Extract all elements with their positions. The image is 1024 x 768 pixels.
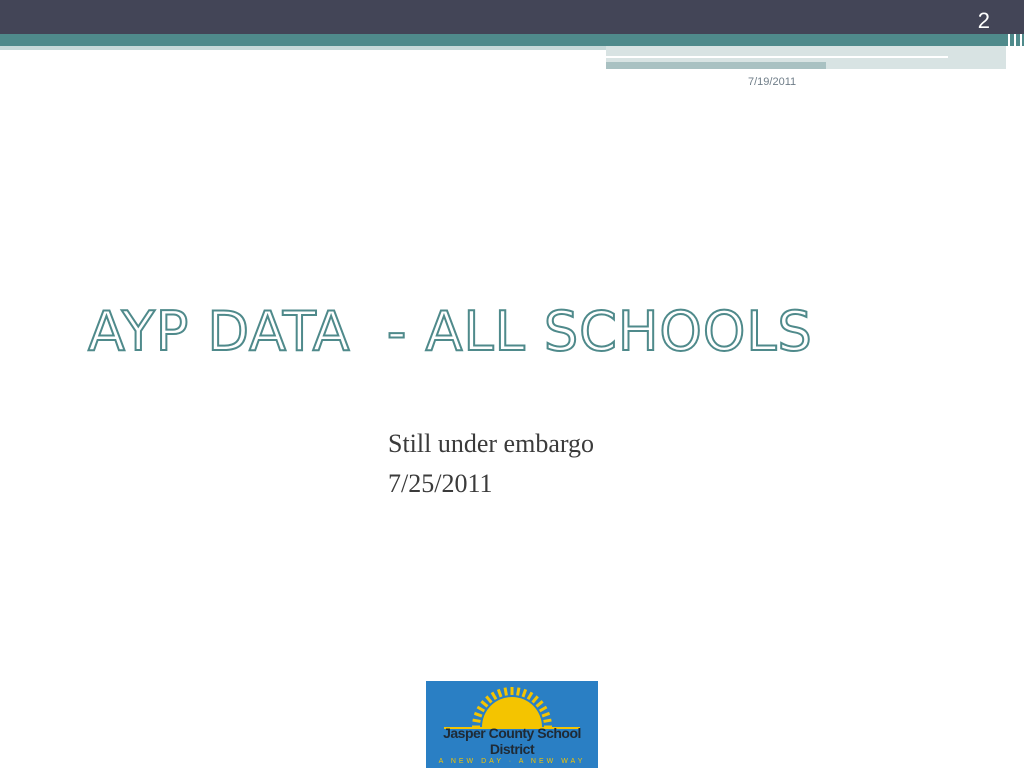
header-vertical-lines	[1004, 34, 1024, 69]
title-area	[88, 296, 848, 376]
header-stripe-teal	[606, 62, 826, 69]
logo-tagline: A NEW DAY · A NEW WAY	[438, 758, 586, 765]
header-teal-band	[0, 34, 1024, 46]
subtitle-line-1: Still under embargo	[388, 429, 595, 458]
header-dark-band	[0, 0, 1024, 34]
subtitle-area	[388, 424, 888, 504]
slide-number: 2	[977, 8, 990, 33]
logo-name: Jasper County School District	[443, 725, 581, 757]
date-stamp: 7/19/2011	[748, 76, 797, 88]
district-logo	[426, 681, 598, 768]
header-light-band	[0, 46, 606, 50]
header-stripe	[606, 56, 948, 58]
slide-title: AYP DATA - ALL SCHOOLS	[88, 300, 813, 363]
subtitle-line-2: 7/25/2011	[388, 469, 493, 498]
